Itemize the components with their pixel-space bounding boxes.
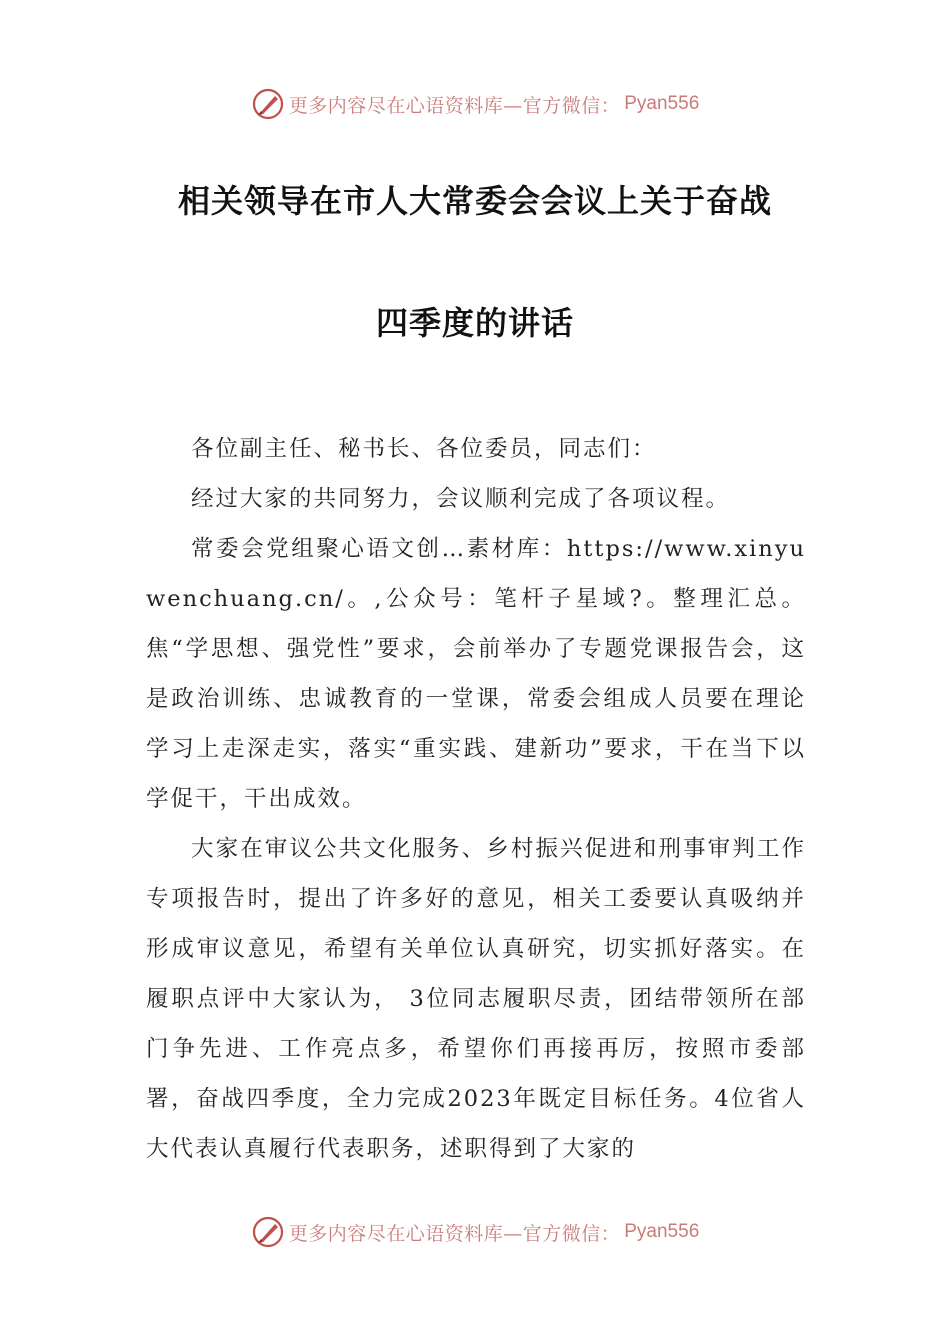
watermark-text: 更多内容尽在心语资料库—官方微信： xyxy=(288,1222,621,1245)
paragraph: 大家在审议公共文化服务、乡村振兴促进和刑事审判工作专项报告时，提出了许多好的意见，相关工委要认真吸纳并形成审议意见，希望有关单位认真研究，切实抓好落实。在履职点评中大家认为， 3位同志履职尽责，团结带领所在部门争先进、工作亮点多，希望你们再接再厉，按照市委部署，奋战四季度，全力完成2023年既定目标任务。4位省人大代表认真履行代表职务，述职得到了大家的 xyxy=(146,836,806,1162)
quill-pen-logo-icon xyxy=(251,1215,285,1249)
document-title-line-1: 相关领导在市人大常委会会议上关于奋战 xyxy=(177,182,772,220)
paragraph-greeting: 各位副主任、秘书长、各位委员，同志们： xyxy=(191,436,657,462)
watermark-text: 更多内容尽在心语资料库—官方微信： xyxy=(288,94,621,117)
paragraph: 经过大家的共同努力，会议顺利完成了各项议程。 xyxy=(191,486,731,512)
document-body xyxy=(146,424,806,1174)
header-watermark xyxy=(0,84,950,124)
watermark-wechat-id: Pyan556 xyxy=(624,1221,700,1242)
footer-watermark xyxy=(0,1212,950,1252)
paragraph: 常委会党组聚心语文创…素材库：https://www.xinyuwenchuang.cn/。,公众号：笔杆子星域?。整理汇总。焦“学思想、强党性”要求，会前举办了专题党课报告会，这是政治训练、忠诚教育的一堂课，常委会组成人员要在理论学习上走深走实，落实“重实践、建新功”要求，干在当下以学促干，干出成效。 xyxy=(146,536,806,812)
watermark-wechat-id: Pyan556 xyxy=(624,93,700,114)
quill-pen-logo-icon xyxy=(251,87,285,121)
document-title-line-2: 四季度的讲话 xyxy=(375,304,574,342)
